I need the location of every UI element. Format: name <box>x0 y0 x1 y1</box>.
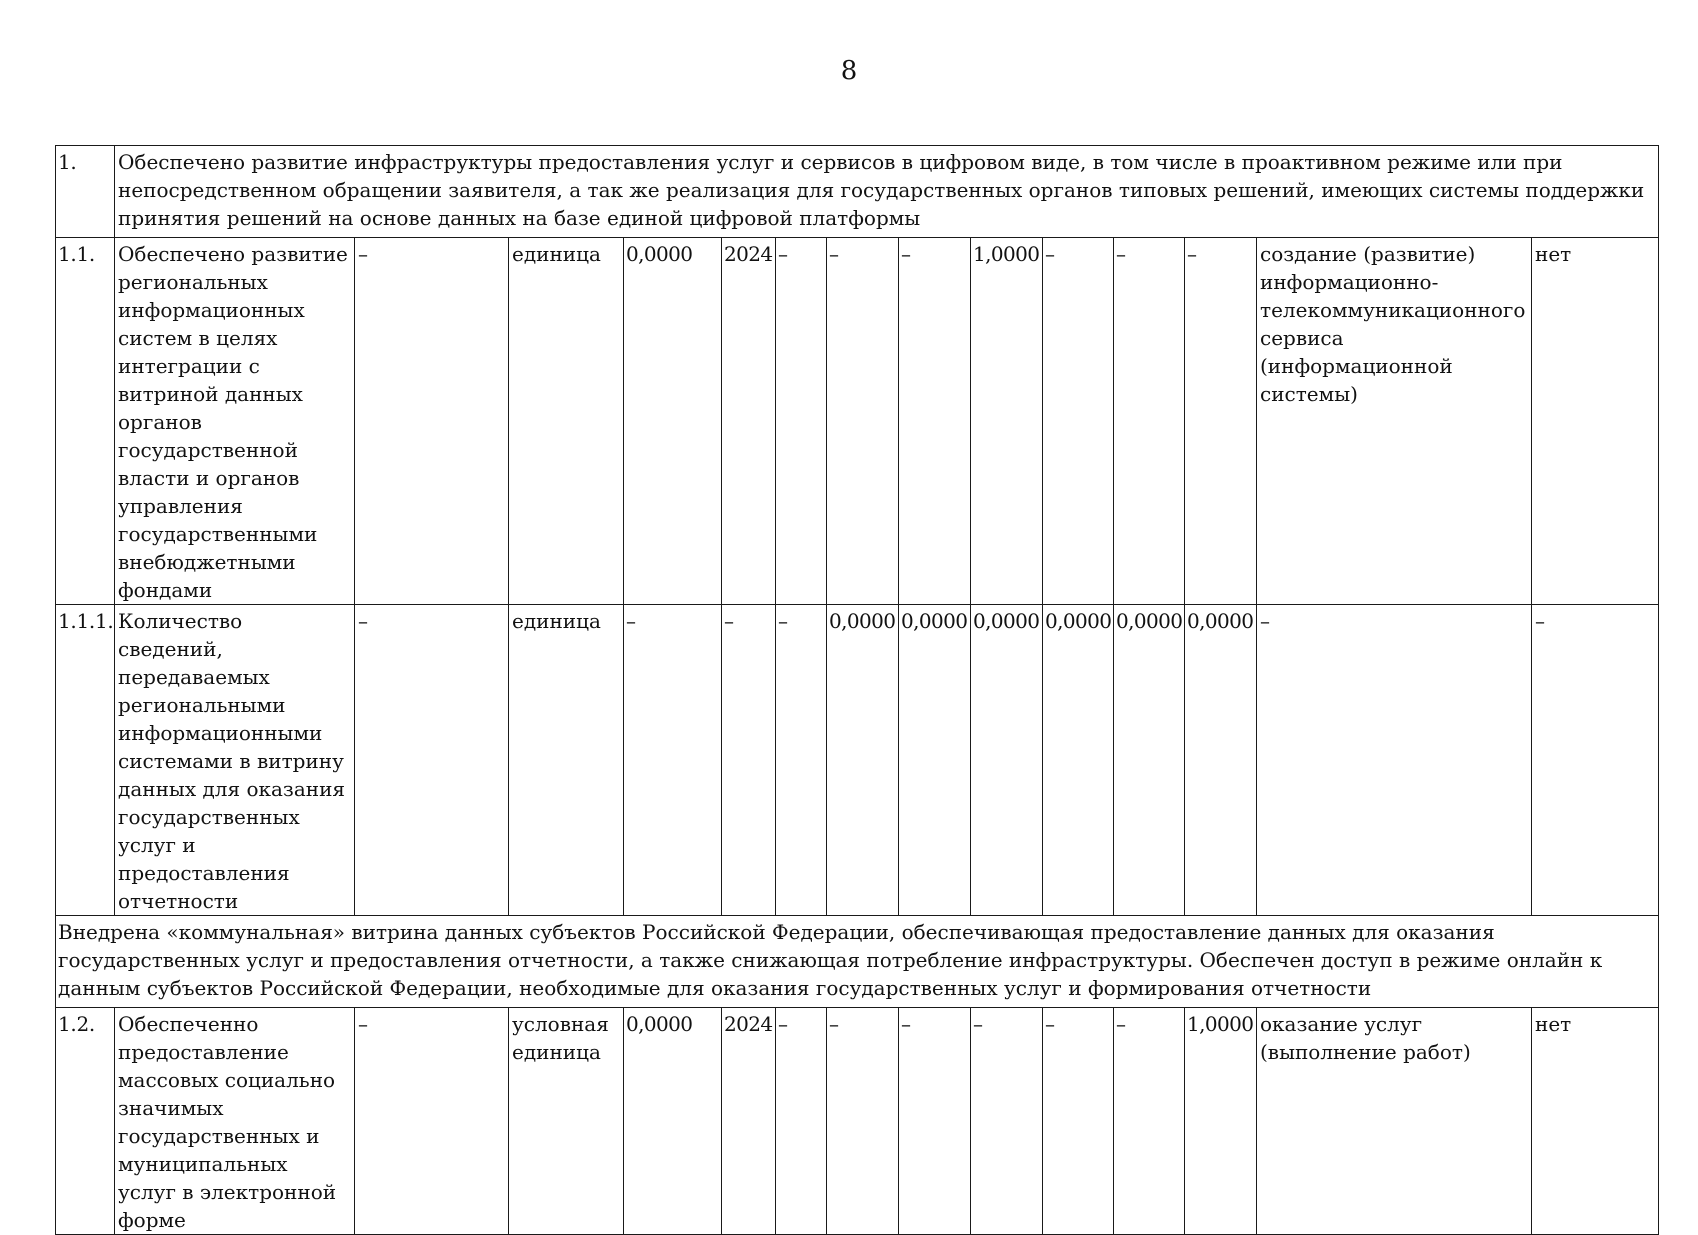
base-year-cell: 2024 <box>722 238 776 605</box>
unit-cell: условная единица <box>509 1008 624 1235</box>
value-cell-7: 0,0000 <box>1185 605 1257 916</box>
value-cell-3: – <box>899 238 971 605</box>
value-cell-1: – <box>776 605 827 916</box>
table-row-1-1 <box>56 238 1659 605</box>
cell-col2: – <box>355 238 509 605</box>
value-cell-2: – <box>827 1008 899 1235</box>
value-cell-3: – <box>899 1008 971 1235</box>
value-cell-5: – <box>1043 1008 1114 1235</box>
cell-col2: – <box>355 605 509 916</box>
row-number: 1.2. <box>56 1008 115 1235</box>
value-cell-1: – <box>776 1008 827 1235</box>
indicator-name: Обеспеченно предоставление массовых социально значимых государственных и муниципальных услуг в электронной форме <box>115 1008 355 1235</box>
results-table <box>55 145 1659 1235</box>
value-cell-4: 1,0000 <box>971 238 1043 605</box>
page-number: 8 <box>840 56 858 86</box>
cell-col2: – <box>355 1008 509 1235</box>
note-text: Внедрена «коммунальная» витрина данных субъектов Российской Федерации, обеспечивающая предоставление данных для оказания государственных услуг и предоставления отчетности, а также снижающая потребление инфраструктуры. Обеспечен доступ в режиме онлайн к данным субъектов Российской Федерации, необходимые для оказания государственных услуг и формирования отчетности <box>56 916 1659 1008</box>
row-number: 1.1. <box>56 238 115 605</box>
flag-cell: – <box>1532 605 1659 916</box>
base-value-cell: – <box>624 605 722 916</box>
section-title: Обеспечено развитие инфраструктуры предоставления услуг и сервисов в цифровом виде, в том числе в проактивном режиме или при непосредственном обращении заявителя, а так же реализация для государственных органов типовых решений, имеющих системы поддержки принятия решений на основе данных на базе единой цифровой платформы <box>115 146 1659 238</box>
flag-cell: нет <box>1532 1008 1659 1235</box>
table-row-1-2 <box>56 1008 1659 1235</box>
result-type-cell: – <box>1257 605 1532 916</box>
value-cell-3: 0,0000 <box>899 605 971 916</box>
table-row-note <box>56 916 1659 1008</box>
value-cell-7: – <box>1185 238 1257 605</box>
value-cell-4: 0,0000 <box>971 605 1043 916</box>
value-cell-5: 0,0000 <box>1043 605 1114 916</box>
base-year-cell: – <box>722 605 776 916</box>
result-type-cell: создание (развитие) информационно-телекоммуникационного сервиса (информационной системы) <box>1257 238 1532 605</box>
table-row-1-1-1 <box>56 605 1659 916</box>
indicator-name: Количество сведений, передаваемых региональными информационными системами в витрину данных для оказания государственных услуг и предоставления отчетности <box>115 605 355 916</box>
table-row-section-1 <box>56 146 1659 238</box>
value-cell-7: 1,0000 <box>1185 1008 1257 1235</box>
result-type-cell: оказание услуг (выполнение работ) <box>1257 1008 1532 1235</box>
base-year-cell: 2024 <box>722 1008 776 1235</box>
row-number: 1.1.1. <box>56 605 115 916</box>
value-cell-2: 0,0000 <box>827 605 899 916</box>
value-cell-1: – <box>776 238 827 605</box>
unit-cell: единица <box>509 238 624 605</box>
value-cell-6: – <box>1114 1008 1185 1235</box>
unit-cell: единица <box>509 605 624 916</box>
value-cell-2: – <box>827 238 899 605</box>
base-value-cell: 0,0000 <box>624 1008 722 1235</box>
indicator-name: Обеспечено развитие региональных информационных систем в целях интеграции с витриной данных органов государственной власти и органов управления государственными внебюджетными фондами <box>115 238 355 605</box>
base-value-cell: 0,0000 <box>624 238 722 605</box>
value-cell-6: 0,0000 <box>1114 605 1185 916</box>
flag-cell: нет <box>1532 238 1659 605</box>
value-cell-6: – <box>1114 238 1185 605</box>
value-cell-5: – <box>1043 238 1114 605</box>
section-number: 1. <box>56 146 115 238</box>
value-cell-4: – <box>971 1008 1043 1235</box>
